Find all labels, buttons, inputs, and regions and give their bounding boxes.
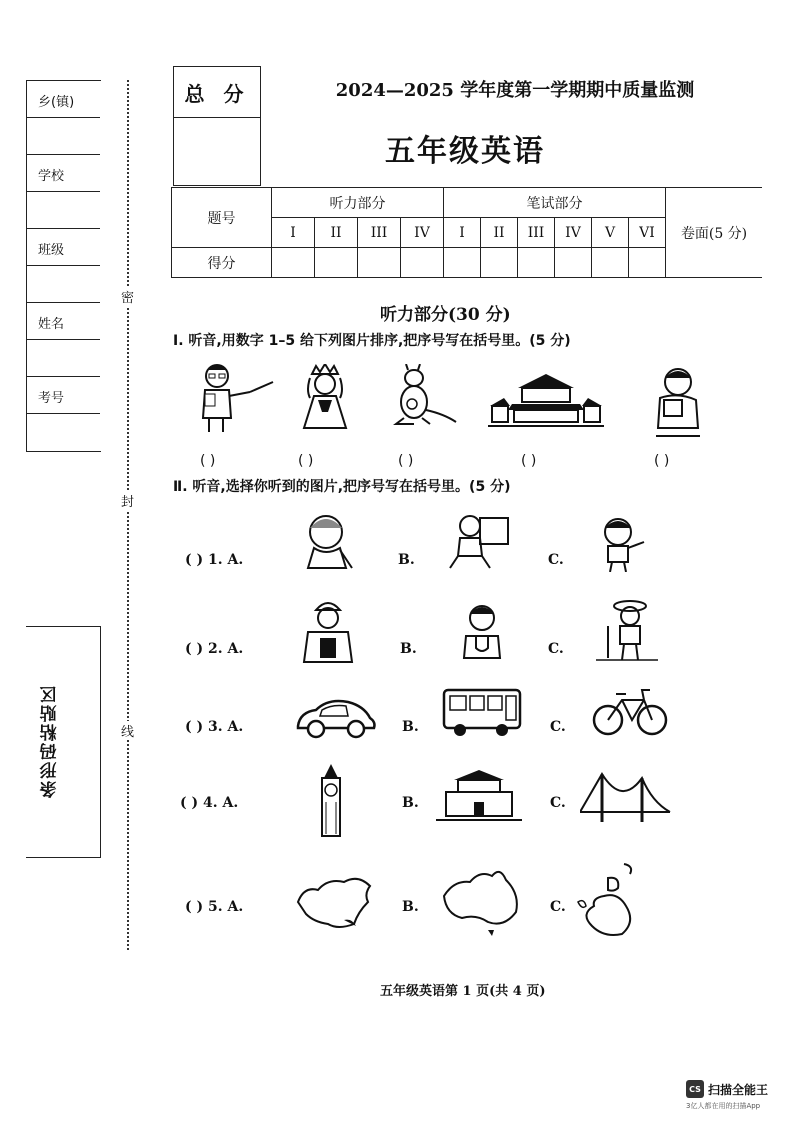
score-cell[interactable] (401, 248, 444, 278)
barcode-label: 条形码粘贴区 (40, 684, 61, 798)
divider (26, 413, 100, 414)
item-4-option-b[interactable]: B. (402, 795, 419, 811)
listening-header: 听力部分 (272, 188, 444, 218)
col-header: I (272, 218, 315, 248)
kangaroo-icon (392, 364, 458, 426)
australia-map-icon (440, 866, 524, 938)
farmer-icon (594, 596, 660, 664)
scanner-brand (686, 1080, 768, 1098)
item-2-option-c[interactable]: C. (548, 641, 564, 657)
bus-icon (442, 688, 524, 738)
item-1-number[interactable]: ( ) 1. A. (185, 552, 244, 568)
score-cell[interactable] (592, 248, 629, 278)
col-header: II (481, 218, 518, 248)
seal-char: 封 (121, 491, 134, 510)
school-label: 学校 (38, 169, 65, 184)
worker-icon (298, 596, 360, 666)
total-score-box (173, 66, 261, 186)
divider (26, 302, 100, 303)
big-ben-icon (314, 764, 348, 838)
exam-title: 2024—2025 学年度第一学期期中质量监测 (335, 80, 695, 101)
grandma-icon (296, 510, 358, 570)
china-map-icon (294, 872, 374, 934)
score-cell[interactable] (555, 248, 592, 278)
question-1-text: Ⅰ. 听音,用数字 1–5 给下列图片排序,把序号写在括号里。(5 分) (173, 333, 571, 349)
seal-char: 线 (121, 721, 134, 740)
col-header: III (358, 218, 401, 248)
col-header: II (315, 218, 358, 248)
score-cell[interactable] (518, 248, 555, 278)
item-3-number[interactable]: ( ) 3. A. (185, 719, 244, 735)
item-1-option-b[interactable]: B. (398, 552, 415, 568)
score-table (171, 187, 762, 278)
item-4-number[interactable]: ( ) 4. A. (180, 795, 239, 811)
reading-boy-icon (654, 366, 702, 438)
item-4-option-c[interactable]: C. (550, 795, 566, 811)
item-3-option-c[interactable]: C. (550, 719, 566, 735)
boy-icon (596, 514, 656, 572)
col-header: IV (555, 218, 592, 248)
divider (26, 265, 100, 266)
seal-char: 密 (121, 287, 134, 306)
question-2-text: Ⅱ. 听音,选择你听到的图片,把序号写在括号里。(5 分) (173, 479, 511, 495)
uk-map-icon (574, 862, 648, 940)
subject-title: 五年级英语 (385, 134, 545, 169)
total-score-label: 总 分 (174, 67, 260, 118)
item-3-option-b[interactable]: B. (402, 719, 419, 735)
divider (26, 154, 100, 155)
score-cell[interactable] (629, 248, 666, 278)
divider (26, 228, 100, 229)
teacher-icon (195, 362, 275, 434)
brand-name: 扫描全能王 (708, 1082, 769, 1097)
bicycle-icon (592, 686, 668, 738)
col-header: IV (401, 218, 444, 248)
section-title: 听力部分(30 分) (380, 305, 511, 325)
question-number-header: 题号 (172, 188, 272, 248)
town-label: 乡(镇) (38, 95, 75, 110)
score-cell[interactable] (444, 248, 481, 278)
answer-blank[interactable]: ( ) (398, 453, 414, 469)
divider (26, 376, 100, 377)
item-5-number[interactable]: ( ) 5. A. (185, 899, 244, 915)
score-row-label: 得分 (172, 248, 272, 278)
doctor-icon (460, 600, 504, 660)
brand-subtitle: 3亿人都在用的扫描App (686, 1102, 761, 1110)
divider (26, 191, 100, 192)
answer-blank[interactable]: ( ) (298, 453, 314, 469)
bridge-icon (580, 772, 672, 826)
grandpa-newspaper-icon (444, 512, 514, 570)
answer-blank[interactable]: ( ) (521, 453, 537, 469)
divider (26, 117, 100, 118)
writing-header: 笔试部分 (444, 188, 666, 218)
score-cell[interactable] (315, 248, 358, 278)
neatness-header: 卷面(5 分) (666, 188, 763, 278)
tiananmen-icon (436, 768, 522, 824)
divider (26, 339, 100, 340)
page-footer: 五年级英语第 1 页(共 4 页) (380, 984, 546, 999)
col-header: III (518, 218, 555, 248)
queen-icon (296, 364, 354, 430)
car-icon (294, 696, 378, 740)
seal-line (127, 80, 129, 950)
answer-blank[interactable]: ( ) (200, 453, 216, 469)
score-cell[interactable] (481, 248, 518, 278)
col-header: V (592, 218, 629, 248)
item-5-option-b[interactable]: B. (402, 899, 419, 915)
name-label: 姓名 (38, 317, 65, 332)
class-label: 班级 (38, 243, 65, 258)
answer-blank[interactable]: ( ) (654, 453, 670, 469)
col-header: VI (629, 218, 666, 248)
score-cell[interactable] (272, 248, 315, 278)
cs-logo-icon: CS (686, 1080, 704, 1098)
col-header: I (444, 218, 481, 248)
score-cell[interactable] (358, 248, 401, 278)
exam-number-label: 考号 (38, 391, 65, 406)
item-5-option-c[interactable]: C. (550, 899, 566, 915)
item-1-option-c[interactable]: C. (548, 552, 564, 568)
item-2-option-b[interactable]: B. (400, 641, 417, 657)
item-2-number[interactable]: ( ) 2. A. (185, 641, 244, 657)
palace-icon (488, 370, 604, 428)
